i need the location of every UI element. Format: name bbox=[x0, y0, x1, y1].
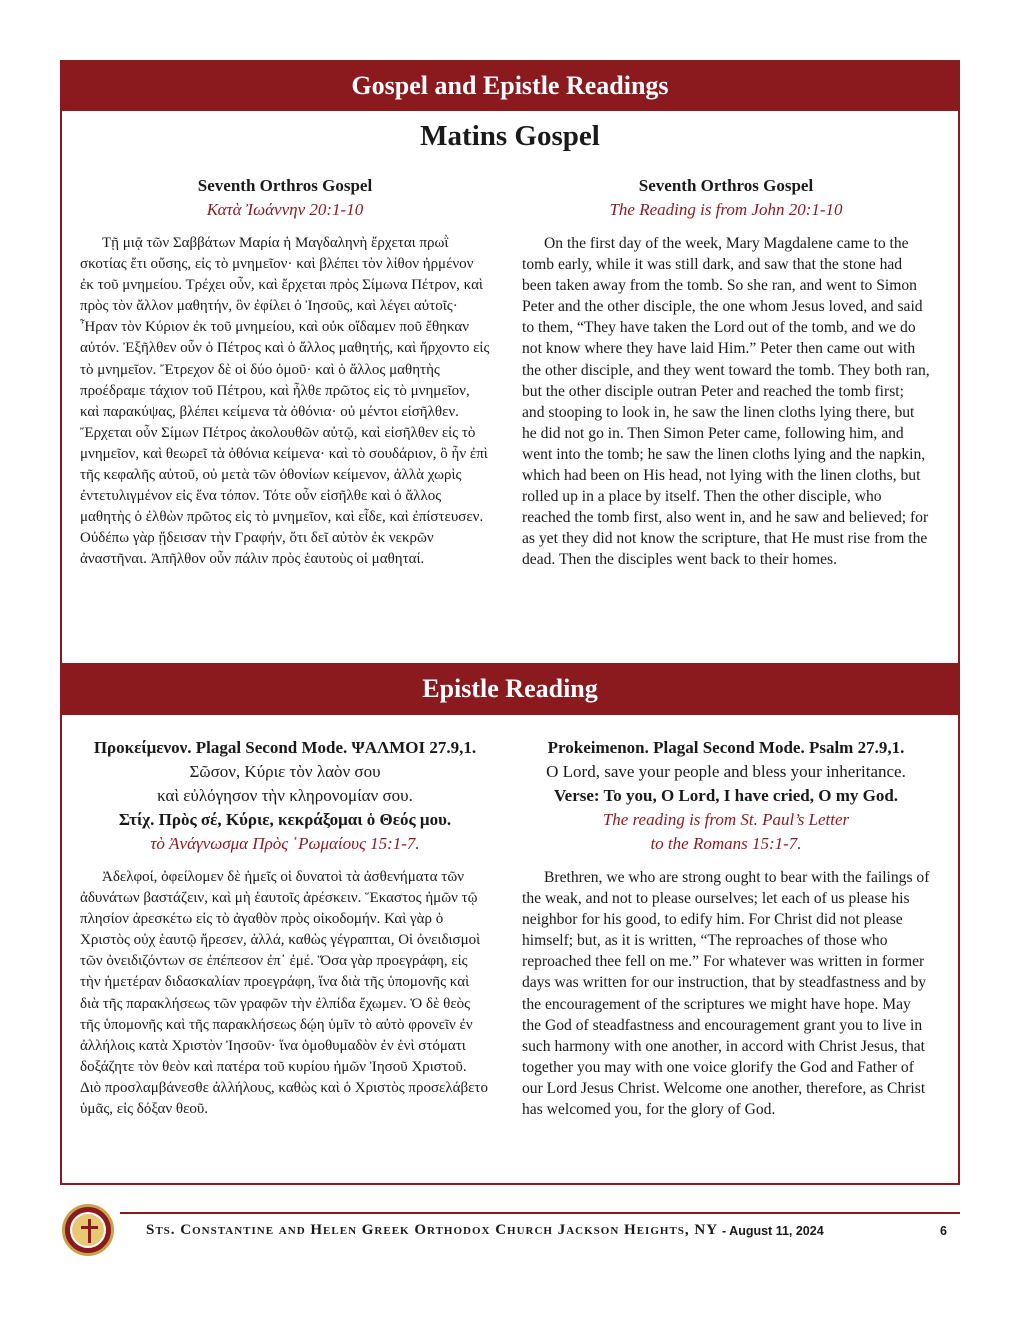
epistle-english-line1: O Lord, save your people and bless your inheritance. bbox=[546, 762, 906, 781]
page-number: 6 bbox=[940, 1224, 947, 1238]
matins-greek-column bbox=[80, 174, 490, 571]
epistle-greek-line1: Σῶσον, Κύριε τὸν λαὸν σου bbox=[189, 762, 381, 781]
matins-gospel-heading: Matins Gospel bbox=[420, 120, 600, 152]
footer-date: - August 11, 2024 bbox=[722, 1224, 824, 1238]
epistle-greek-verse: Στίχ. Πρὸς σέ, Κύριε, κεκράξομαι ὁ Θεός μου. bbox=[118, 810, 452, 829]
epistle-english-reference-line1: The reading is from St. Paul’s Letter bbox=[602, 810, 850, 829]
matins-english-title: Seventh Orthros Gospel bbox=[638, 176, 814, 195]
epistle-english-prokeimenon: Prokeimenon. Plagal Second Mode. Psalm 27.9,1. bbox=[547, 738, 905, 757]
epistle-greek-line2: καὶ εὐλόγησον τὴν κληρονομίαν σου. bbox=[157, 786, 413, 805]
epistle-banner: Epistle Reading bbox=[60, 663, 960, 715]
matins-greek-reference: Κατὰ Ἰωάννην 20:1-10 bbox=[206, 200, 364, 219]
footer-church-name: Sts. Constantine and Helen Greek Orthodox Church Jackson Heights, NY bbox=[146, 1222, 719, 1238]
church-seal-icon bbox=[62, 1204, 114, 1256]
epistle-greek-text: Ἀδελφοί, ὀφείλομεν δὲ ἡμεῖς οἱ δυνατοὶ τὰ ἀσθενήματα τῶν ἀδυνάτων βαστάζειν, καὶ μὴ ἑαυτοῖς ἀρέσκειν. Ἕκαστος ἡμῶν τῷ πλησίον ἀρεσκέτω εἰς τὸ ἀγαθὸν πρὸς οἰκοδομήν. Καὶ γὰρ ὁ Χριστὸς οὐχ ἑαυτῷ ἤρεσεν, ἀλλά, καθὼς γέγραπται, Οἱ ὀνειδισμοὶ τῶν ὀνειδιζόντων σε ἐπέπεσον ἐπ᾽ ἐμέ. Ὅσα γὰρ προεγράφη, εἰς τὴν ἡμετέραν διδασκαλίαν προεγράφη, ἵνα διὰ τῆς ὑπομονῆς καὶ διὰ τῆς παρακλήσεως τῶν γραφῶν τὴν ἐλπίδα ἔχωμεν. Ὁ δὲ θεὸς τῆς ὑπομονῆς καὶ τῆς παρακλήσεως δῴη ὑμῖν τὸ αὐτὸ φρονεῖν ἐν ἀλλήλοις κατὰ Χριστὸν Ἰησοῦν· ἵνα ὁμοθυμαδὸν ἐν ἑνὶ στόματι δοξάζητε τὸν θεὸν καὶ πατέρα τοῦ κυρίου ἡμῶν Ἰησοῦ Χριστοῦ. Διὸ προσλαμβάνεσθε ἀλλήλους, καθὼς καὶ ὁ Χριστὸς προσελάβετο ὑμᾶς, εἰς δόξαν θεοῦ. bbox=[80, 869, 488, 1118]
epistle-greek-column bbox=[80, 736, 490, 1120]
epistle-english-text: Brethren, we who are strong ought to bear with the failings of the weak, and not to please ourselves; let each of us please his neighbor for his good, to edify him. For Christ did not please himself; but, as it is written, “The reproaches of those who reproached thee fell on me.” For whatever was written in former days was written for our instruction, that by steadfastness and by the encouragement of the scriptures we might have hope. May the God of steadfastness and encouragement grant you to live in such harmony with one another, in accord with Christ Jesus, that together you may with one voice glorify the God and Father of our Lord Jesus Christ. Welcome one another, therefore, as Christ has welcomed you, for the glory of God. bbox=[522, 869, 930, 1119]
page-banner-title: Gospel and Epistle Readings bbox=[60, 60, 960, 111]
matins-english-column bbox=[522, 174, 930, 571]
footer-rule bbox=[120, 1212, 960, 1214]
epistle-english-reference-line2: to the Romans 15:1-7. bbox=[650, 834, 802, 853]
epistle-english-column bbox=[522, 736, 930, 1120]
matins-greek-text: Τῇ μιᾷ τῶν Σαββάτων Μαρία ἡ Μαγδαληνὴ ἔρχεται πρωῒ σκοτίας ἔτι οὔσης, εἰς τὸ μνημεῖον· καὶ βλέπει τὸν λίθον ἠρμένον ἐκ τοῦ μνημείου. Τρέχει οὖν, καὶ ἔρχεται πρὸς Σίμωνα Πέτρον, καὶ πρὸς τὸν ἄλλον μαθητήν, ὃν ἐφίλει ὁ Ἰησοῦς, καὶ λέγει αὐτοῖς· Ἦραν τὸν Κύριον ἐκ τοῦ μνημείου, καὶ οὐκ οἴδαμεν ποῦ ἔθηκαν αὐτόν. Ἐξῆλθεν οὖν ὁ Πέτρος καὶ ὁ ἄλλος μαθητής, καὶ ἤρχοντο εἰς τὸ μνημεῖον. Ἔτρεχον δὲ οἱ δύο ὁμοῦ· καὶ ὁ ἄλλος μαθητὴς προέδραμε τάχιον τοῦ Πέτρου, καὶ ἦλθε πρῶτος εἰς τὸ μνημεῖον, καὶ παρακύψας, βλέπει κείμενα τὰ ὀθόνια· οὐ μέντοι εἰσῆλθεν. Ἔρχεται οὖν Σίμων Πέτρος ἀκολουθῶν αὐτῷ, καὶ εἰσῆλθεν εἰς τὸ μνημεῖον, καὶ θεωρεῖ τὰ ὀθόνια κείμενα· καὶ τὸ σουδάριον, ὃ ἦν ἐπὶ τῆς κεφαλῆς αὐτοῦ, οὐ μετὰ τῶν ὀθονίων κείμενον, ἀλλὰ χωρὶς ἐντετυλιγμένον εἰς ἕνα τόπον. Τότε οὖν εἰσῆλθε καὶ ὁ ἄλλος μαθητὴς ὁ ἐλθὼν πρῶτος εἰς τὸ μνημεῖον, καὶ εἶδε, καὶ ἐπίστευσεν. Οὐδέπω γὰρ ᾔδεισαν τὴν Γραφήν, ὅτι δεῖ αὐτὸν ἐκ νεκρῶν ἀναστῆναι. Ἀπῆλθον οὖν πάλιν πρὸς ἑαυτοὺς οἱ μαθηταί. bbox=[80, 235, 490, 568]
matins-english-reference: The Reading is from John 20:1-10 bbox=[609, 200, 843, 219]
matins-english-text: On the first day of the week, Mary Magdalene came to the tomb early, while it was still dark, and saw that the stone had been taken away from the tomb. So she ran, and went to Simon Peter and the other disciple, the one whom Jesus loved, and said to them, “They have taken the Lord out of the tomb, and we do not know where they have laid Him.” Peter then came out with the other disciple, and they went toward the tomb. They both ran, but the other disciple outran Peter and reached the tomb first; and stooping to look in, he saw the linen cloths lying there, but he did not go in. Then Simon Peter came, following him, and went into the tomb; he saw the linen cloths lying and the napkin, which had been on His head, not lying with the linen cloths, but rolled up in a place by itself. Then the other disciple, who reached the tomb first, also went in, and he saw and believed; for as yet they did not know the scripture, that He must rise from the dead. Then the disciples went back to their homes. bbox=[522, 235, 930, 569]
epistle-english-verse: Verse: To you, O Lord, I have cried, O my God. bbox=[553, 786, 899, 805]
epistle-greek-reference: τὸ Ἀνάγνωσμα Πρὸς ῾Ρωμαίους 15:1-7. bbox=[150, 834, 420, 853]
matins-greek-title: Seventh Orthros Gospel bbox=[197, 176, 373, 195]
epistle-greek-prokeimenon: Προκείμενον. Plagal Second Mode. ΨΑΛΜΟΙ 27.9,1. bbox=[93, 738, 477, 757]
